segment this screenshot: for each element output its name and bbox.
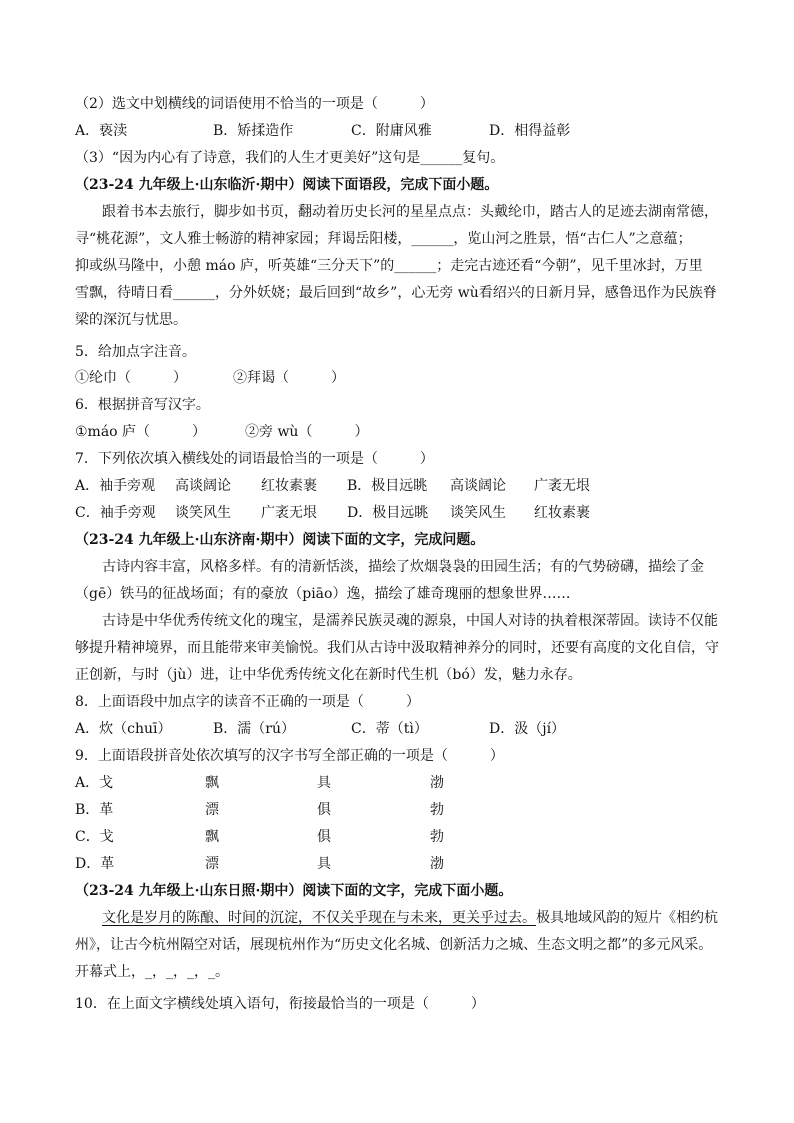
option-cell: 具: [317, 856, 331, 872]
option-cell: 漂: [205, 856, 219, 872]
option-cell: 勃: [430, 829, 444, 845]
option-a: A．炊（chuī）: [75, 721, 172, 737]
option-b: B．濡（rú）: [213, 721, 295, 737]
option-cell: B．极目远眺: [347, 478, 428, 494]
passage-1-line: 寻“桃花源”，文人雅士畅游的精神家园；拜谒岳阳楼，______，览山河之胜景，悟“古仁人”之意蕴；: [75, 231, 692, 247]
question-8-options: [75, 719, 565, 739]
passage-1-line: 抑或纵马隆中，小憩 máo 庐，听英雄“三分天下”的______；走完古迹还看“今朝”，见千里冰封，万里: [75, 258, 703, 274]
option-cell: 具: [317, 775, 331, 791]
question-7-row: [75, 503, 590, 523]
option-cell: 渤: [430, 856, 444, 872]
passage-2-line: 够提升精神境界，而且能带来审美愉悦。我们从古诗中汲取精神养分的同时，还要有高度的文化自信，守: [75, 640, 719, 656]
option-cell: D．极目远眺: [347, 505, 429, 521]
question-9-row: [75, 827, 444, 847]
option-cell: 谈笑风生: [175, 505, 231, 521]
passage-2-line: 古诗是中华优秀传统文化的瑰宝，是濡养民族灵魂的源泉，中国人对诗的执着根深蒂固。读诗不仅能: [102, 613, 718, 629]
question-9-row: [75, 773, 444, 793]
option-cell: 广袤无垠: [534, 478, 590, 494]
option-cell: D．革: [75, 856, 115, 872]
question-7-row: [75, 476, 590, 496]
option-cell: C．戈: [75, 829, 114, 845]
option-cell: 飘: [205, 775, 219, 791]
passage-2-line: 古诗内容丰富，风格多样。有的清新恬淡，描绘了炊烟袅袅的田园生活；有的气势磅礴，描绘了金: [102, 559, 704, 575]
question-2-options: [75, 121, 570, 141]
question-7-stem: 7．下列依次填入横线处的词语最恰当的一项是（ ）: [75, 451, 434, 467]
underlined-sentence: 文化是岁月的陈酿、时间的沉淀，不仅关乎现在与未来，更关乎过去。: [102, 910, 536, 926]
item: ②旁 wù（ ）: [245, 424, 369, 440]
question-6-items: [75, 422, 368, 442]
option-d: D．汲（jí）: [489, 721, 566, 737]
passage-2-line: 正创新，与时（jù）进，让中华优秀传统文化在新时代生机（bó）发，魅力永存。: [75, 667, 582, 683]
option-b: B．矫揉造作: [213, 123, 294, 139]
section-1-header: （23-24 九年级上·山东临沂·期中）阅读下面语段，完成下面小题。: [75, 177, 499, 193]
section-2-header: （23-24 九年级上·山东济南·期中）阅读下面的文字，完成问题。: [75, 532, 485, 548]
option-c: C．附庸风雅: [351, 123, 432, 139]
question-8-stem: 8．上面语段中加点字的读音不正确的一项是（ ）: [75, 694, 420, 710]
passage-3-line: 州》，让古今杭州隔空对话，展现杭州作为“历史文化名城、创新活力之城、生态文明之都”的多元风采。: [75, 937, 713, 953]
option-cell: 俱: [317, 829, 331, 845]
option-cell: A．袖手旁观: [75, 478, 156, 494]
question-9-row: [75, 800, 444, 820]
option-cell: 渤: [430, 775, 444, 791]
question-5-stem: 5．给加点字注音。: [75, 344, 196, 360]
option-cell: B．革: [75, 802, 114, 818]
item: ②拜谒（ ）: [233, 370, 345, 386]
option-cell: 红妆素裹: [261, 478, 317, 494]
passage-3-text: 极具地域风韵的短片《相约杭: [536, 910, 718, 926]
question-3-stem: （3）“因为内心有了诗意，我们的人生才更美好”这句是______复句。: [75, 150, 505, 166]
option-cell: 谈笑风生: [450, 505, 506, 521]
passage-2-line: （gē）铁马的征战场面；有的豪放（piāo）逸，描绘了雄奇瑰丽的想象世界……: [75, 586, 571, 602]
option-c: C．蒂（tì）: [351, 721, 428, 737]
option-cell: 高谈阔论: [450, 478, 506, 494]
option-cell: 飘: [205, 829, 219, 845]
question-10-stem: 10．在上面文字横线处填入语句，衔接最恰当的一项是（ ）: [75, 996, 485, 1012]
option-a: A．亵渎: [75, 123, 128, 139]
option-cell: A．戈: [75, 775, 114, 791]
option-cell: 俱: [317, 802, 331, 818]
question-9-row: [75, 854, 444, 874]
item: ①纶巾（ ）: [75, 370, 187, 386]
passage-1-line: 跟着书本去旅行，脚步如书页，翻动着历史长河的星星点点：头戴纶巾，踏古人的足迹去湖南常德，: [102, 204, 718, 220]
passage-1-line: 雪飘，待晴日看______，分外妖娆；最后回到“故乡”，心无旁 wù看绍兴的日新月异，感鲁迅作为民族脊: [75, 285, 717, 301]
option-cell: 漂: [205, 802, 219, 818]
passage-3-line: [102, 908, 718, 928]
option-cell: C．袖手旁观: [75, 505, 156, 521]
question-6-stem: 6．根据拼音写汉字。: [75, 397, 210, 413]
section-3-header: （23-24 九年级上·山东日照·期中）阅读下面的文字，完成下面小题。: [75, 883, 513, 899]
option-d: D．相得益彰: [489, 123, 571, 139]
passage-1-line: 梁的深沉与忧思。: [75, 312, 187, 328]
item: ①máo 庐（ ）: [75, 424, 207, 440]
question-2-stem: （2）选文中划横线的词语使用不恰当的一项是（ ）: [75, 96, 434, 112]
question-5-items: [75, 368, 345, 388]
option-cell: 广袤无垠: [261, 505, 317, 521]
option-cell: 勃: [430, 802, 444, 818]
option-cell: 红妆素裹: [534, 505, 590, 521]
question-9-stem: 9．上面语段拼音处依次填写的汉字书写全部正确的一项是（ ）: [75, 748, 504, 764]
passage-3-line: 开幕式上，_，_，_，_。: [75, 964, 229, 980]
option-cell: 高谈阔论: [175, 478, 231, 494]
